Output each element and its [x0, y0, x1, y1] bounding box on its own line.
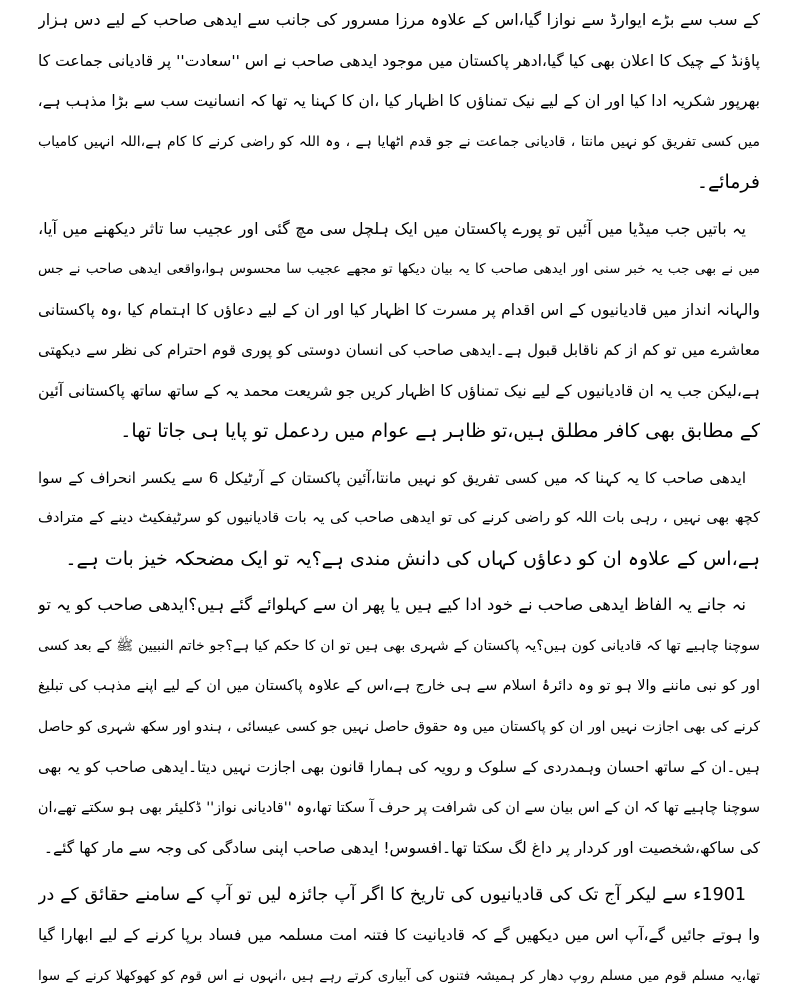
text-line: یہ باتیں جب میڈیا میں آئیں تو پورے پاکستان میں ایک ہلچل سی مچ گئی اور عجیب سا تاثر دیکھنے میں آیا،	[38, 218, 746, 238]
text-line: اور کو نبی ماننے والا ہو تو وہ دائرۂ اسلام سے ہی خارج ہے،اس کے علاوہ پاکستان میں ان کے لیے اپنے مذہب کی تبلیغ	[38, 678, 760, 694]
article-page	[38, 0, 760, 1002]
text-line: ہیں۔ان کے ساتھ احسان وہمدردی کے سلوک و رویہ کی ہمارا قانون بھی اجازت نہیں دیتا۔ایدھی صاحب کو یہ بھی	[38, 758, 760, 776]
paragraph-2	[38, 209, 760, 452]
text-line: 1901ء سے لیکر آج تک کی قادیانیوں کی تاریخ کا اگر آپ جائزہ لیں تو آپ کے سامنے حقائق کے در	[38, 884, 746, 905]
paragraph-3	[38, 458, 760, 580]
text-line: سوچنا چاہیے تھا کہ ان کے اس بیان سے ان کی شرافت پر حرف آ سکتا تھا،وہ ''قادیانی نواز'' ڈکلیئر بھی ہو سکتے تھے،ان	[38, 799, 760, 816]
text-line: میں نے بھی جب یہ خبر سنی اور ایدھی صاحب کا یہ بیان دیکھا تو مجھے عجیب سا محسوس ہوا،واقعی ایدھی صاحب نے جس	[38, 261, 760, 277]
text-line: کرنے کی بھی اجازت نہیں اور ان کو پاکستان میں وہ حقوق حاصل نہیں جو کسی عیسائی ، ہندو اور سکھ شہری کو حاصل	[38, 718, 760, 735]
text-line: کے مطابق بھی کافر مطلق ہیں،تو ظاہر ہے عوام میں ردعمل تو پایا ہی جاتا تھا۔	[120, 420, 760, 442]
text-line: ہے،اس کے علاوہ ان کو دعاؤں کہاں کی دانش مندی ہے؟یہ تو ایک مضحکہ خیز بات ہے۔	[65, 547, 760, 570]
text-line: سوچنا چاہیے تھا کہ قادیانی کون ہیں؟یہ پاکستان کے شہری بھی ہیں تو ان کا حکم کیا ہے؟جو خاتم النبیین ﷺ کے بعد کسی	[38, 637, 760, 654]
text-line: وا ہوتے جائیں گے،آپ اس میں دیکھیں گے کہ قادیانیت کا فتنہ امت مسلمہ میں فساد برپا کرنے کے لیے ابھارا گیا	[38, 926, 760, 944]
text-line: کے سب سے بڑے ایوارڈ سے نوازا گیا،اس کے علاوہ مرزا مسرور کی جانب سے ایدھی صاحب کے لیے دس ہزار	[38, 10, 760, 29]
paragraph-4	[38, 585, 760, 869]
text-line: میں کسی تفریق کو نہیں مانتا ، قادیانی جماعت نے جو قدم اٹھایا ہے ، وہ اللہ کو راضی کرنے کا کام ہے،اللہ انہیں کامیاب	[38, 133, 760, 150]
paragraph-5	[38, 875, 760, 997]
text-line: فرمائے۔	[696, 171, 760, 193]
text-line: والہانہ انداز میں قادیانیوں کے اس اقدام پر مسرت کا اظہار کیا اور ان کے لیے دعاؤں کا اہتمام کیا ،وہ پاکستانی	[38, 300, 760, 319]
text-line: معاشرے میں تو کم از کم ناقابل قبول ہے۔ایدھی صاحب کی انسان دوستی کو پوری قوم احترام کی نظر سے دیکھتی	[38, 341, 760, 359]
text-line: بھرپور شکریہ ادا کیا اور ان کے لیے نیک تمناؤں کا اظہار کیا ،ان کا کہنا یہ تھا کہ انسانیت سب سے بڑا مذہب ہے،	[38, 92, 760, 110]
text-line: کی ساکھ،شخصیت اور کردار پر داغ لگ سکتا تھا۔افسوس! ایدھی صاحب اپنی سادگی کی وجہ سے مار کھا گئے۔	[43, 839, 760, 857]
text-line: ایدھی صاحب کا یہ کہنا کہ میں کسی تفریق کو نہیں مانتا،آئین پاکستان کے آرٹیکل 6 سے یکسر انحراف کے سوا	[38, 468, 746, 487]
text-line: ہے،لیکن جب یہ ان قادیانیوں کے لیے نیک تمناؤں کا اظہار کریں جو شریعت محمد یہ کے ساتھ ساتھ پاکستانی آئین	[38, 381, 760, 400]
text-line: نہ جانے یہ الفاظ ایدھی صاحب نے خود ادا کیے ہیں یا پھر ان سے کہلوائے گئے ہیں؟ایدھی صاحب کو یہ تو	[38, 595, 746, 614]
text-line: پاؤنڈ کے چیک کا اعلان بھی کیا گیا،ادھر پاکستان میں موجود ایدھی صاحب نے اس ''سعادت'' پر قادیانی جماعت کا	[38, 51, 760, 70]
text-line: تھا،یہ مسلم قوم میں مسلم روپ دھار کر ہمیشہ فتنوں کی آبیاری کرتے رہے ہیں ،انہوں نے اس قوم کو کھوکھلا کرنے کے سوا	[38, 967, 760, 984]
text-line: کچھ بھی نہیں ، رہی بات اللہ کو راضی کرنے کی تو ایدھی صاحب کی یہ بات قادیانیوں کو سرٹیفکیٹ دینے کے مترادف	[38, 510, 760, 526]
paragraph-1	[38, 0, 760, 203]
